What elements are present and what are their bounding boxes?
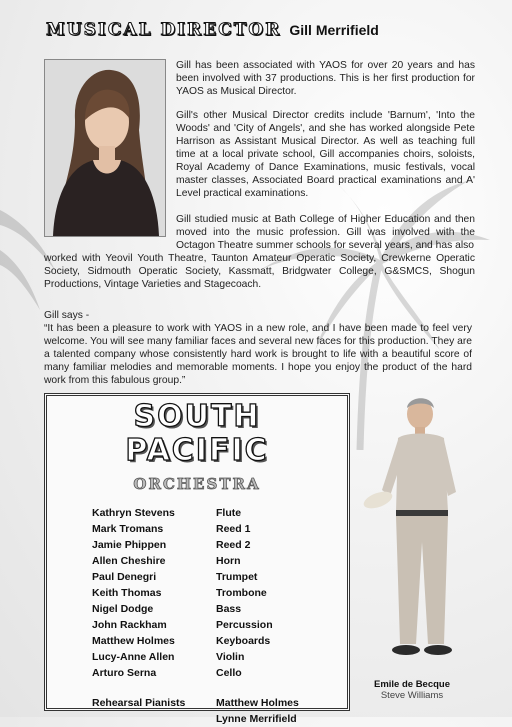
bio-paragraph-3b: worked with Yeovil Youth Theatre, Taunton Amateur Operatic Society, Crewkerne Operatic Society, Sidmouth Operatic Society, Kassmatt, Bridgwater College, G&SMCS, Shogun Productions, Vintage Varieties and Stagecoach. (44, 253, 475, 290)
roster-row (92, 665, 299, 681)
member-name: Paul Denegri (92, 571, 157, 583)
member-instrument: Trumpet (216, 571, 258, 583)
character-name: Emile de Becque (373, 679, 451, 690)
member-instrument: Violin (216, 651, 245, 663)
rehearsal-row (92, 711, 299, 727)
roster-row (92, 649, 299, 665)
orchestra-roster (92, 505, 299, 727)
roster-row (92, 537, 299, 553)
member-instrument: Trombone (216, 587, 267, 599)
quote-intro: Gill says - (44, 310, 90, 321)
member-name: Allen Cheshire (92, 555, 166, 567)
member-name: Arturo Serna (92, 667, 157, 679)
quote-block (44, 309, 472, 387)
member-instrument: Flute (216, 507, 242, 519)
orchestra-panel (44, 393, 350, 725)
portrait-photo (44, 59, 166, 237)
member-name: Nigel Dodge (92, 603, 154, 615)
actor-name: Steve Williams (380, 690, 444, 701)
actor-photo (362, 392, 462, 668)
member-name: Mark Tromans (92, 523, 164, 535)
roster-row (92, 617, 299, 633)
rehearsal-label: Rehearsal Pianists (92, 697, 186, 709)
member-name: Matthew Holmes (92, 635, 175, 647)
title-heading: MUSICAL DIRECTOR (46, 20, 282, 40)
roster-row (92, 601, 299, 617)
roster-row (92, 585, 299, 601)
member-instrument: Horn (216, 555, 241, 567)
member-instrument: Reed 1 (216, 523, 251, 535)
member-instrument: Bass (216, 603, 242, 615)
member-name: John Rackham (92, 619, 167, 631)
title-person-name: Gill Merrifield (289, 22, 379, 38)
page-title (46, 20, 379, 40)
member-instrument: Cello (216, 667, 242, 679)
roster-row (92, 505, 299, 521)
member-name: Lucy-Anne Allen (92, 651, 175, 663)
member-instrument: Reed 2 (216, 539, 251, 551)
member-name: Jamie Phippen (92, 539, 167, 551)
bio-paragraph-2: Gill's other Musical Director credits include 'Barnum', 'Into the Woods' and 'City of Angels', and she has worked alongside Pete Harrison as Assistant Musical Director. As well as teaching full time at a local private school, Gill accompanies choirs, soloists, Royal Academy of Dance Examinations, music festivals, vocal master classes, Associated Board practical examinations and A' Level practical examinations. (176, 110, 475, 199)
rehearsal-pianist: Matthew Holmes (216, 697, 299, 709)
rehearsal-pianist: Lynne Merrifield (216, 713, 297, 725)
show-title-line-1: SOUTH (133, 399, 261, 434)
orchestra-heading: ORCHESTRA (133, 475, 261, 493)
actor-caption (362, 679, 462, 701)
roster-row (92, 569, 299, 585)
bio-paragraph-1: Gill has been associated with YAOS for over 20 years and has been involved with 37 productions. This is her first production for YAOS as Musical Director. (176, 60, 475, 97)
bio-paragraph-3a: Gill studied music at Bath College of Higher Education and then moved into the music profession. Gill was involved with the Octagon Theatre summer schools for several years, and has also (176, 214, 475, 251)
quote-text: “It has been a pleasure to work with YAOS in a new role, and I have been made to feel very welcome. You will see many familiar faces and several new faces for this production. They are a talented company whose consistently hard work is brought to life with a beautiful score of many familiar melodies and memorable moments. I hope you enjoy the product of the hard work from this fabulous group.” (44, 323, 472, 386)
member-instrument: Percussion (216, 619, 273, 631)
member-instrument: Keyboards (216, 635, 271, 647)
show-title-line-2: PACIFIC (125, 433, 269, 468)
roster-row (92, 521, 299, 537)
roster-row (92, 633, 299, 649)
member-name: Keith Thomas (92, 587, 162, 599)
member-name: Kathryn Stevens (92, 507, 175, 519)
rehearsal-row (92, 695, 299, 711)
roster-row (92, 553, 299, 569)
